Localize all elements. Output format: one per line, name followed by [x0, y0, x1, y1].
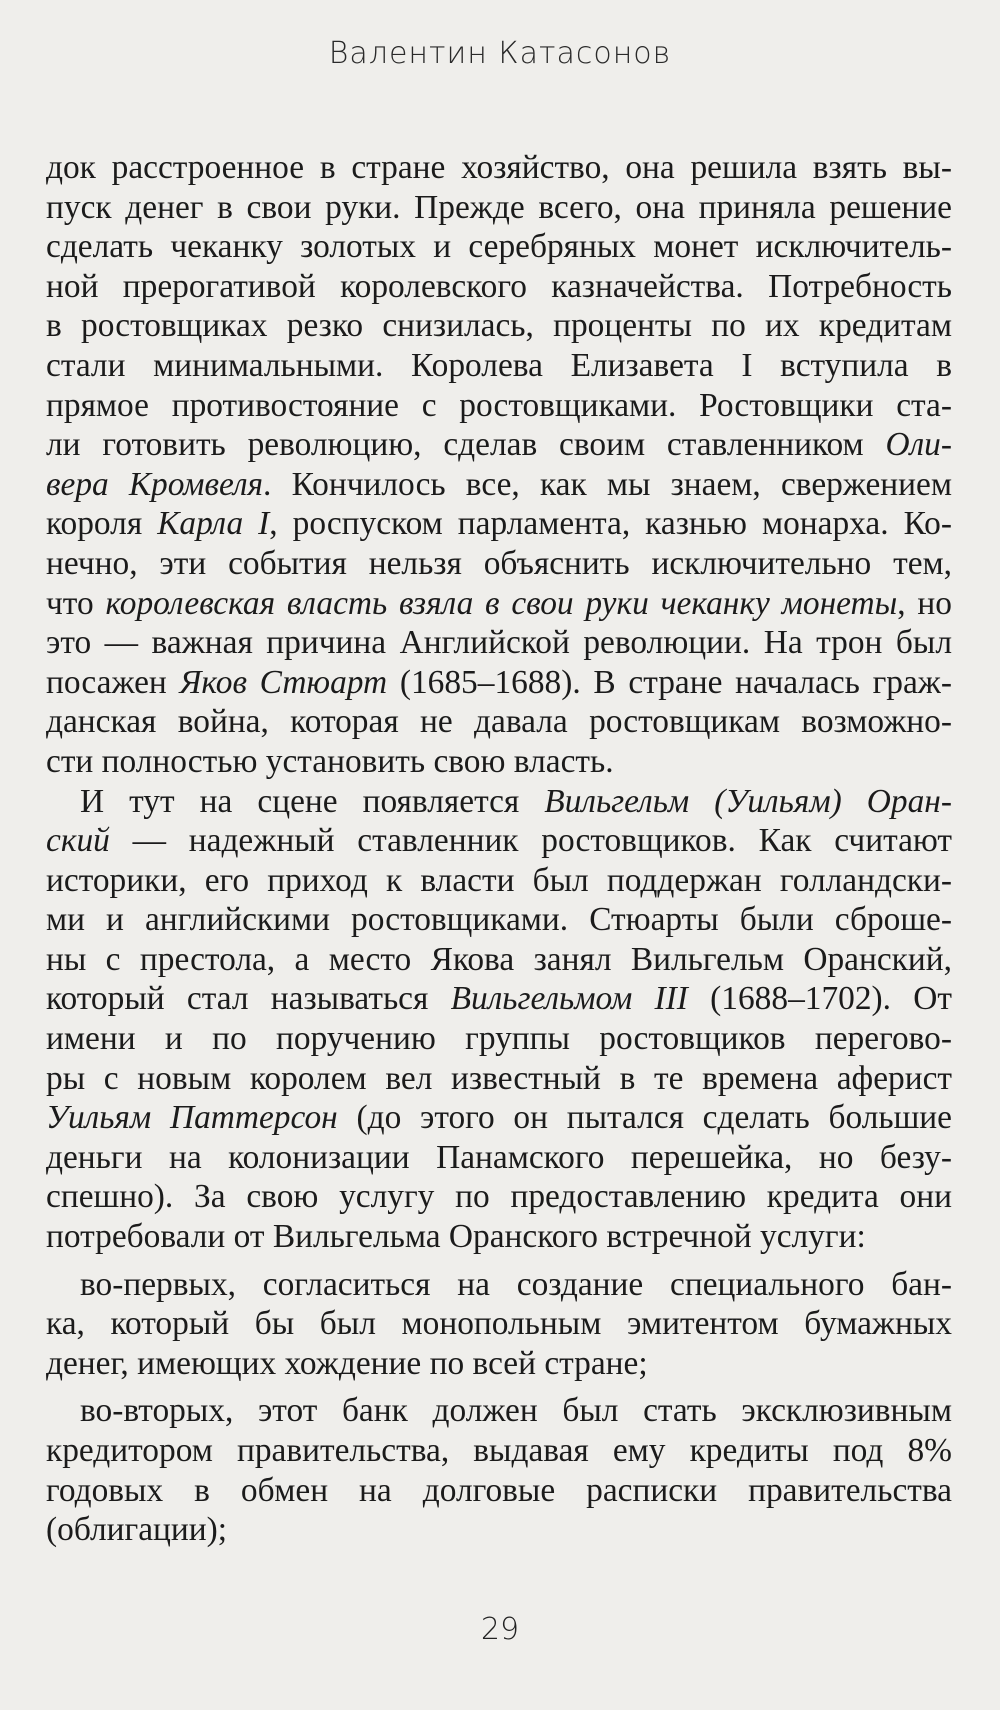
text-line: [46, 1217, 952, 1257]
text-run: прямое противостояние с ростовщиками. Ростовщики ста-: [46, 386, 952, 424]
text-line: [46, 1391, 952, 1431]
text-run: ной прерогативой королевского казначейства. Потребность: [46, 267, 952, 305]
text-line: [46, 544, 952, 584]
italic-name: ский: [46, 822, 110, 860]
text-run: пуск денег в свои руки. Прежде всего, она приняла решение: [46, 188, 952, 226]
text-line: [46, 979, 952, 1019]
text-line: [46, 663, 952, 703]
text-line: [46, 1344, 952, 1384]
text-run: посажен: [46, 663, 180, 701]
italic-name: Уильям Паттерсон: [46, 1099, 338, 1137]
text-line: [46, 1177, 952, 1217]
text-line: [46, 227, 952, 267]
text-run: (1688–1702). От: [687, 980, 952, 1018]
text-line: [46, 148, 952, 188]
text-line: [46, 900, 952, 940]
italic-phrase: королевская власть взяла в свои руки чеканку монеты: [105, 584, 898, 622]
text-line: [46, 504, 952, 544]
text-line: [46, 1098, 952, 1138]
text-line: [46, 702, 952, 742]
text-run: историки, его приход к власти был поддержан голландски-: [46, 861, 952, 899]
text-line: [46, 1265, 952, 1305]
text-run: нечно, эти события нельзя объяснить исключительно тем,: [46, 544, 952, 582]
page-number: 29: [480, 1612, 520, 1647]
text-run: денег, имеющих хождение по всей стране;: [46, 1344, 648, 1382]
text-run: в ростовщиках резко снизилась, проценты по их кредитам: [46, 307, 952, 345]
text-run: кредитором правительства, выдавая ему кредиты под 8%: [46, 1432, 952, 1469]
text-run: ми и английскими ростовщиками. Стюарты были сброше-: [46, 901, 952, 939]
text-line: [46, 1431, 952, 1471]
italic-name: Вильгельмом III: [450, 980, 688, 1018]
paragraph-2: [46, 782, 952, 1257]
text-line: [46, 1471, 952, 1511]
text-run: во-вторых, этот банк должен был стать эксклюзивным: [80, 1392, 952, 1430]
italic-name: Вильгельм (Уильям) Оран-: [544, 782, 952, 820]
text-run: ры с новым королем вел известный в те времена аферист: [46, 1059, 952, 1097]
text-line: [46, 742, 952, 782]
text-line: [46, 1059, 952, 1099]
paragraph-4: [46, 1391, 952, 1549]
text-run: потребовали от Вильгельма Оранского встречной услуги:: [46, 1218, 866, 1256]
text-line: [46, 425, 952, 465]
text-run: во-первых, согласиться на создание специального бан-: [80, 1265, 952, 1303]
text-run: (1685–1688). В стране началась граж-: [387, 663, 952, 701]
text-run: имени и по поручению группы ростовщиков перегово-: [46, 1020, 952, 1058]
text-line: [46, 1510, 952, 1550]
text-run: ны с престола, а место Якова занял Вильгельм Оранский,: [46, 940, 952, 978]
text-run: — надежный ставленник ростовщиков. Как считают: [109, 822, 952, 860]
text-line: [46, 465, 952, 505]
paragraph-gap: [46, 1257, 952, 1265]
text-run: короля: [46, 505, 158, 543]
text-run: , но: [897, 584, 952, 622]
text-run: стали минимальными. Королева Елизавета I вступила в: [46, 346, 952, 384]
text-run: это — важная причина Английской революции. На трон был: [46, 624, 952, 662]
text-run: спешно). За свою услугу по предоставлению кредита они: [46, 1178, 952, 1216]
text-run: . Кончилось все, как мы знаем, свержением: [263, 465, 952, 503]
text-run: ка, который бы был монопольным эмитентом бумажных: [46, 1305, 952, 1343]
text-line: [46, 1019, 952, 1059]
text-run: что: [46, 584, 106, 622]
text-run: сти полностью установить свою власть.: [46, 742, 614, 780]
paragraph-gap: [46, 1383, 952, 1391]
text-line: [46, 940, 952, 980]
text-run: сделать чеканку золотых и серебряных монет исключитель-: [46, 228, 952, 266]
text-line: [46, 188, 952, 228]
body-text: [46, 148, 952, 1550]
text-line: [46, 386, 952, 426]
running-head-author: Валентин Катасонов: [328, 36, 672, 71]
text-run: (до этого он пытался сделать большие: [337, 1099, 952, 1137]
text-line: [46, 782, 952, 822]
text-run: который стал называться: [46, 980, 451, 1018]
text-line: [46, 821, 952, 861]
italic-name: Яков Стюарт: [179, 663, 388, 701]
text-run: (облигации);: [46, 1511, 228, 1549]
paragraph-3: [46, 1265, 952, 1384]
text-run: , роспуском парламента, казнью монарха. Ко-: [269, 505, 952, 543]
paragraph-1: [46, 148, 952, 782]
text-line: [46, 1138, 952, 1178]
text-run: годовых в обмен на долговые расписки правительства: [46, 1471, 952, 1509]
text-run: И тут на сцене появляется: [80, 782, 545, 820]
italic-name: Карла I: [157, 505, 270, 543]
text-line: [46, 306, 952, 346]
text-line: [46, 861, 952, 901]
text-line: [46, 1304, 952, 1344]
text-run: ли готовить революцию, сделав своим ставленником: [46, 426, 886, 464]
text-run: данская война, которая не давала ростовщикам возможно-: [46, 703, 952, 741]
italic-name: Оли-: [885, 426, 952, 464]
text-line: [46, 584, 952, 624]
text-line: [46, 346, 952, 386]
italic-name: вера Кромвеля: [46, 465, 264, 503]
text-line: [46, 623, 952, 663]
text-line: [46, 267, 952, 307]
text-run: док расстроенное в стране хозяйство, она решила взять вы-: [46, 149, 952, 186]
text-run: деньги на колонизации Панамского перешейка, но безу-: [46, 1138, 952, 1176]
